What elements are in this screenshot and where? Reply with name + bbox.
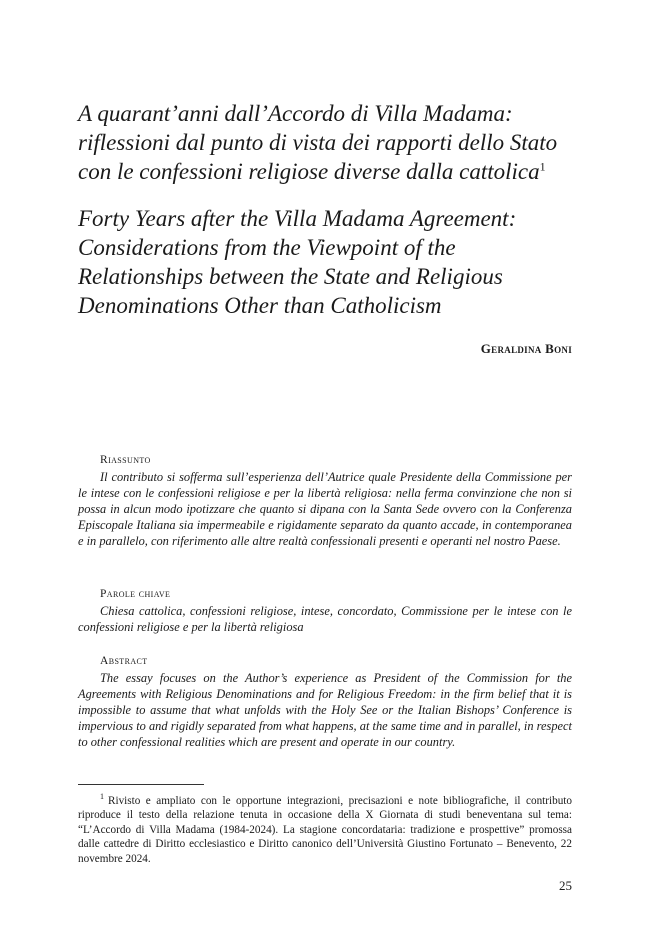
abstract-text: The essay focuses on the Author’s experience as President of the Commission for the Agreements with Religious Denominations and for Religious Freedom: in the firm belief that it is impossible to assume that what unfolds with the Holy See or the Italian Bishops’ Conference is impervious to and rigidly separated from what happens, at the same time and in parallel, in respect to other confessional realities which are present and operate in our country. bbox=[78, 671, 572, 749]
title-italian-text: A quarant’anni dall’Accordo di Villa Madama: riflessioni dal punto di vista dei rapporti dello Stato con le confessioni religiose diverse dalla cattolica bbox=[78, 101, 558, 184]
abstract-section bbox=[78, 653, 572, 750]
keywords-label: Parole chiave bbox=[100, 588, 171, 600]
abstract-label: Abstract bbox=[100, 655, 148, 667]
footnote-number: 1 bbox=[100, 792, 104, 802]
riassunto-section bbox=[78, 452, 572, 549]
footnote-divider bbox=[78, 784, 204, 785]
article-title-english: Forty Years after the Villa Madama Agreement: Considerations from the Viewpoint of the Relationships between the State and Religious Denominations Other than Catholicism bbox=[78, 206, 517, 318]
author-name: Geraldina Boni bbox=[480, 341, 572, 356]
article-title-italian bbox=[78, 99, 578, 186]
riassunto-text: Il contributo si sofferma sull’esperienza dell’Autrice quale Presidente della Commissione per le intese con le confessioni religiose e per la libertà religiosa: nella ferma convinzione che non si possa in alcun modo ipotizzare che quanto si dipana con la Santa Sede ovvero con la Conferenza Episcopale Italiana sia impermeabile e rigidamente separato da quanto accade, in contemporanea e in parallelo, con riferimento alle altre realtà confessionali presenti e operanti nel nostro Paese. bbox=[78, 470, 572, 548]
keywords-section bbox=[78, 586, 572, 635]
riassunto-label: Riassunto bbox=[100, 454, 151, 466]
footnote-text: Rivisto e ampliato con le opportune integrazioni, precisazioni e note bibliografiche, il contributo riproduce il testo della relazione tenuta in occasione della X Giornata di studi beneventana sul tema: “L’Accordo di Villa Madama (1984-2024). La stagione concordataria: tradizione e prospettive” promossa dalle cattedre di Diritto ecclesiastico e Diritto canonico dell’Università Giustino Fortunato – Benevento, 22 novembre 2024. bbox=[78, 795, 572, 865]
footnote bbox=[78, 794, 572, 866]
page-number: 25 bbox=[559, 878, 572, 893]
title-footnote-marker: 1 bbox=[539, 159, 546, 174]
keywords-text: Chiesa cattolica, confessioni religiose, intese, concordato, Commissione per le intese con le confessioni religiose e per la libertà religiosa bbox=[78, 604, 572, 634]
